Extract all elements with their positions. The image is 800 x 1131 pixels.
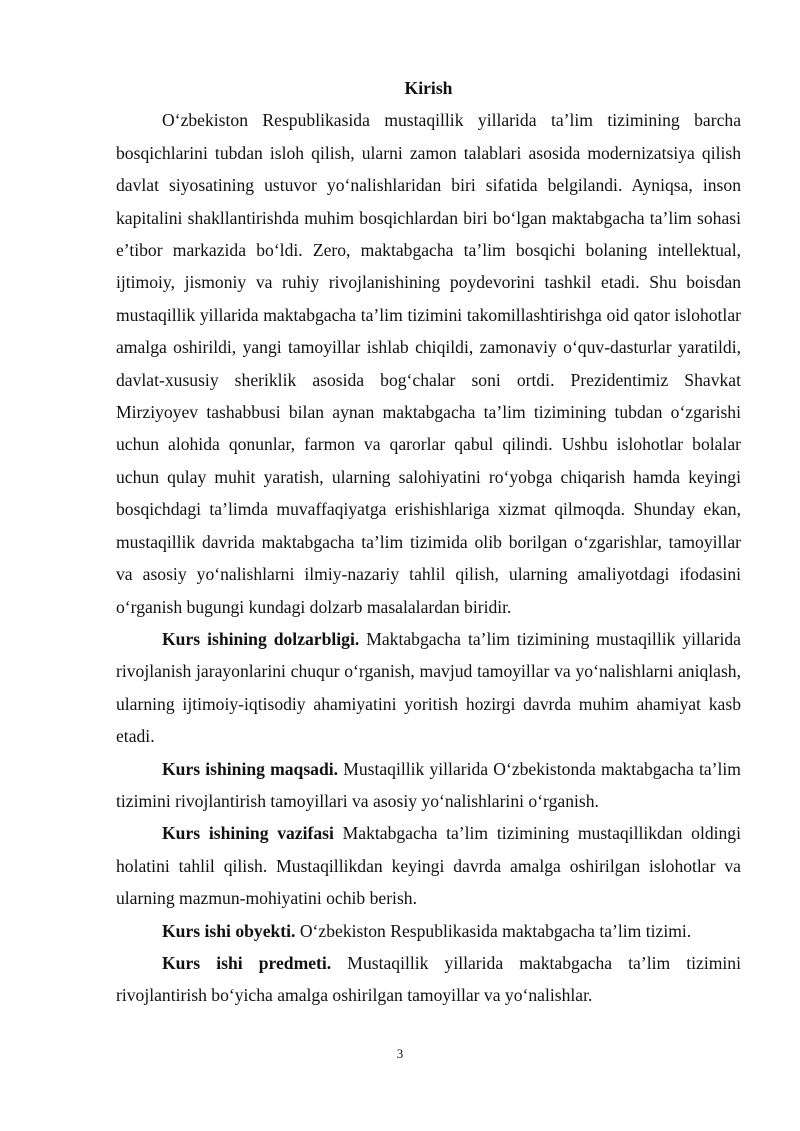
- document-page: [116, 72, 741, 1012]
- paragraph-tasks: [116, 817, 741, 914]
- paragraph-lead-tasks: Kurs ishining vazifasi: [162, 823, 334, 844]
- paragraph-lead-goal: Kurs ishining maqsadi.: [162, 758, 339, 779]
- document-title: Kirish: [404, 78, 453, 98]
- paragraph-object: [116, 915, 741, 947]
- page-number: 3: [396, 1046, 404, 1061]
- paragraph-text: O‘zbekiston Respublikasida mustaqillik yillarida ta’lim tizimining barcha bosqichlarini tubdan isloh qilish, ularni zamon talablari asosida modernizatsiya qilish davlat siyosatining ustuvor yo‘nalishlaridan biri sifatida belgilandi. Ayniqsa, inson kapitalini shakllantirishda muhim bosqichlardan biri bo‘lgan maktabgacha ta’lim sohasi e’tibor markazida bo‘ldi. Zero, maktabgacha ta’lim bosqichi bolaning intellektual, ijtimoiy, jismoniy va ruhiy rivojlanishining poydevorini tashkil etadi. Shu boisdan mustaqillik yillarida maktabgacha ta’lim tizimini takomillashtirishga oid qator islohotlar amalga oshirildi, yangi tamoyillar ishlab chiqildi, zamonaviy o‘quv-dasturlar yaratildi, davlat-xususiy sheriklik asosida bog‘chalar soni ortdi. Prezidentimiz Shavkat Mirziyoyev tashabbusi bilan aynan maktabgacha ta’lim tizimining tubdan o‘zgarishi uchun alohida qonunlar, farmon va qarorlar qabul qilindi. Ushbu islohotlar bolalar uchun qulay muhit yaratish, ularning salohiyatini ro‘yobga chiqarish hamda keyingi bosqichdagi ta’limda muvaffaqiyatga erishishlariga xizmat qilmoqda. Shunday ekan, mustaqillik davrida maktabgacha ta’lim tizimida olib borilgan o‘zgarishlar, tamoyillar va asosiy yo‘nalishlarni ilmiy-nazariy tahlil qilish, ularning amaliyotdagi ifodasini o‘rganish bugungi kundagi dolzarb masalalardan biridir.: [116, 110, 741, 617]
- paragraph-relevance: [116, 623, 741, 753]
- paragraph-introduction: [116, 104, 741, 623]
- paragraph-lead-subject: Kurs ishi predmeti.: [162, 952, 332, 973]
- paragraph-goal: [116, 753, 741, 818]
- paragraph-text-tasks: Maktabgacha ta’lim tizimining mustaqillikdan oldingi holatini tahlil qilish. Mustaqillikdan keyingi davrda amalga oshirilgan islohotlar va ularning mazmun-mohiyatini ochib berish.: [116, 823, 741, 909]
- paragraph-text-goal: Mustaqillik yillarida O‘zbekistonda maktabgacha ta’lim tizimini rivojlantirish tamoyillari va asosiy yo‘nalishlarini o‘rganish.: [116, 758, 741, 811]
- paragraph-subject: [116, 947, 741, 1012]
- paragraph-text-subject: Mustaqillik yillarida maktabgacha ta’lim tizimini rivojlantirish bo‘yicha amalga oshirilgan tamoyillar va yo‘nalishlar.: [116, 952, 741, 1006]
- paragraph-text-relevance: Maktabgacha ta’lim tizimining mustaqillik yillarida rivojlanish jarayonlarini chuqur o‘rganish, mavjud tamoyillar va yo‘nalishlarni aniqlash, ularning ijtimoiy-iqtisodiy ahamiyatini yoritish hozirgi davrda muhim ahamiyat kasb etadi.: [116, 628, 741, 747]
- paragraph-lead-object: Kurs ishi obyekti.: [162, 920, 296, 941]
- paragraph-text-object: O‘zbekiston Respublikasida maktabgacha ta’lim tizimi.: [295, 920, 692, 941]
- paragraph-lead-relevance: Kurs ishining dolzarbligi.: [162, 628, 360, 649]
